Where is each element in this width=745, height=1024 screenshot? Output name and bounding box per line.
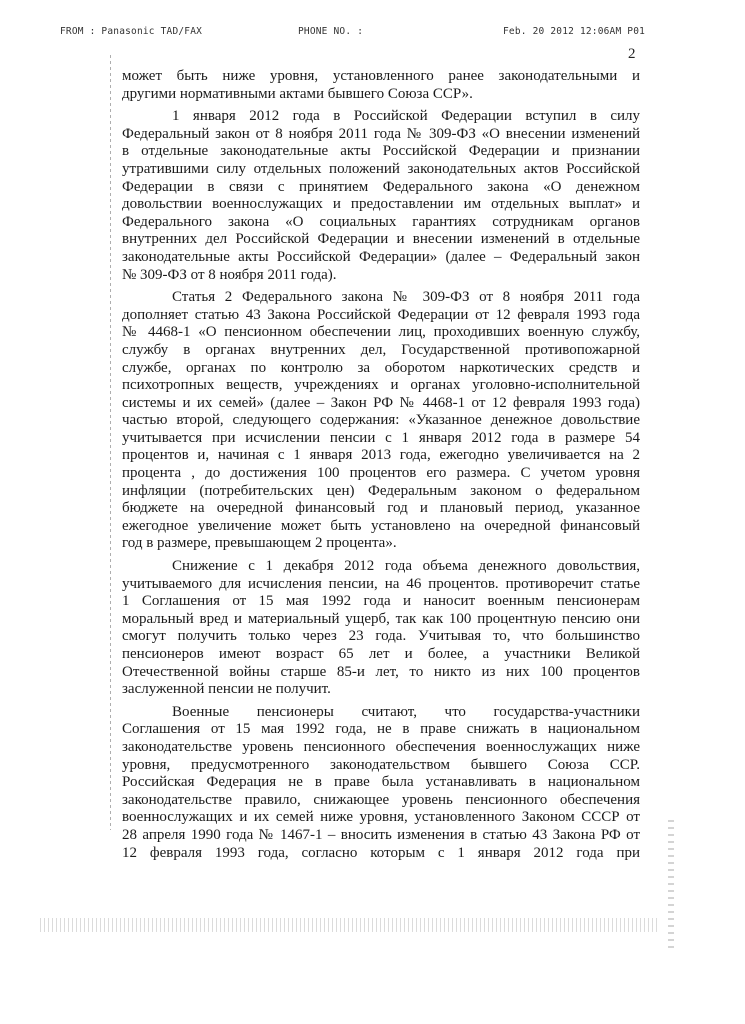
text-line: утратившими силу отдельных положений законодательных актов Российской <box>122 160 640 177</box>
text-line: в отдельные законодательные акты Российской Федерации и признании <box>122 143 640 160</box>
text-line: ежегодное увеличение может быть установлено на очередной финансовый <box>122 517 640 534</box>
text-line: законодательные акты Российской Федерации» (далее – Федеральный закон <box>122 248 640 265</box>
text-line: довольствии военнослужащих и предоставлении им отдельных выплат» и <box>122 196 640 213</box>
text-line: уровня, предусмотренного законодательством бывшего Союза ССР. <box>122 756 640 773</box>
text-line: законодательстве правило, снижающее уровень пенсионного обеспечения <box>122 791 640 808</box>
text-line: учитывается при исчислении пенсии с 1 января 2012 года в размере 54 <box>122 429 640 446</box>
text-line: Федеральный закон от 8 ноября 2011 года № 309-ФЗ «О внесении изменений <box>122 125 640 142</box>
fax-header-from: FROM : Panasonic TAD/FAX <box>60 26 203 37</box>
text-line: службе, органах по контролю за оборотом наркотических средств и <box>122 359 640 376</box>
text-line: Военные пенсионеры считают, что государства-участники <box>172 703 640 720</box>
text-line: системы и их семей» (далее – Закон РФ № 4468-1 от 12 февраля 1993 года) <box>122 394 640 411</box>
text-line: 1 января 2012 года в Российской Федерации вступил в силу <box>172 108 640 125</box>
text-line: Соглашения от 15 мая 1992 года, не в праве снижать в национальном <box>122 721 640 738</box>
text-line: Федерального закона «О социальных гарантиях сотрудникам органов <box>122 213 640 230</box>
paragraph <box>122 558 640 699</box>
paragraph <box>122 68 640 103</box>
text-line: Статья 2 Федерального закона № 309-ФЗ от 8 ноября 2011 года <box>172 289 640 306</box>
text-line: психотропных веществ, учреждениях и органах уголовно-исполнительной <box>122 377 640 394</box>
text-line: учитываемого для исчисления пенсии, на 46 процентов. противоречит статье <box>122 575 640 592</box>
fax-header-datetime: Feb. 20 2012 12:06AM P01 <box>503 26 646 37</box>
text-line: 12 февраля 1993 года, согласно которым с 1 января 2012 года при <box>122 844 640 861</box>
text-line: год в размере, превышающем 2 процента». <box>122 535 397 552</box>
text-line: Российская Федерация не в праве была устанавливать в национальном <box>122 774 640 791</box>
text-line: смогут получить только через 23 года. Учитывая то, что большинство <box>122 628 640 645</box>
scan-artifact-right-edge <box>668 820 674 950</box>
text-line: частью второй, следующего содержания: «Указанное денежное довольствие <box>122 412 640 429</box>
text-line: пенсионеров имеют возраст 65 лет и более, а участники Великой <box>122 646 640 662</box>
text-line: военнослужащих и их семей ниже уровня, установленного Законом СССР от <box>122 809 640 826</box>
text-line: 28 апреля 1990 года № 1467-1 – вносить изменения в статью 43 Закона РФ от <box>122 826 640 843</box>
text-line: бюджете на очередной финансовый год и плановый период, указанное <box>122 500 640 517</box>
text-line: № 4468-1 «О пенсионном обеспечении лиц, проходивших военную службу, <box>122 324 640 341</box>
fax-header-phone: PHONE NO. : <box>298 26 364 37</box>
text-line: Федерации в связи с принятием Федерального закона «О денежном <box>122 178 640 195</box>
paragraph <box>122 108 640 284</box>
text-line: дополняет статью 43 Закона Российской Федерации от 12 февраля 1993 года <box>122 306 640 323</box>
text-line: заслуженной пенсии не получит. <box>122 681 331 698</box>
scan-artifact-bottom-strip <box>40 918 660 932</box>
text-line: Снижение с 1 декабря 2012 года объема денежного довольствия, <box>172 558 640 575</box>
text-line: моральный вред и материальный ущерб, так как 100 процентную пенсию они <box>122 610 640 627</box>
text-line: внутренних дел Российской Федерации и внесении изменений в отдельные <box>122 231 640 248</box>
text-line: 1 Соглашения от 15 мая 1992 года и наносит военным пенсионерам <box>122 593 640 610</box>
text-line: № 309-ФЗ от 8 ноября 2011 года). <box>122 266 337 283</box>
paragraph <box>122 704 640 862</box>
scan-artifact-left-edge <box>110 55 111 830</box>
text-line: процентов и, начиная с 1 января 2013 года, ежегодно увеличивается на 2 <box>122 447 640 464</box>
page-number: 2 <box>628 46 636 62</box>
text-line: службу в органах внутренних дел, Государственной противопожарной <box>122 341 640 358</box>
text-line: Отечественной войны старше 85-и лет, то никто из них 100 процентов <box>122 663 640 680</box>
document-body <box>122 68 640 862</box>
text-line: может быть ниже уровня, установленного ранее законодательными и <box>122 68 640 84</box>
text-line: другими нормативными актами бывшего Союза ССР». <box>122 85 473 102</box>
text-line: процента , до достижения 100 процентов его размера. С учетом уровня <box>122 465 640 482</box>
text-line: инфляции (потребительских цен) Федеральным законом о федеральном <box>122 482 640 499</box>
paragraph <box>122 289 640 553</box>
text-line: законодательстве уровень пенсионного обеспечения военнослужащих ниже <box>122 738 640 755</box>
